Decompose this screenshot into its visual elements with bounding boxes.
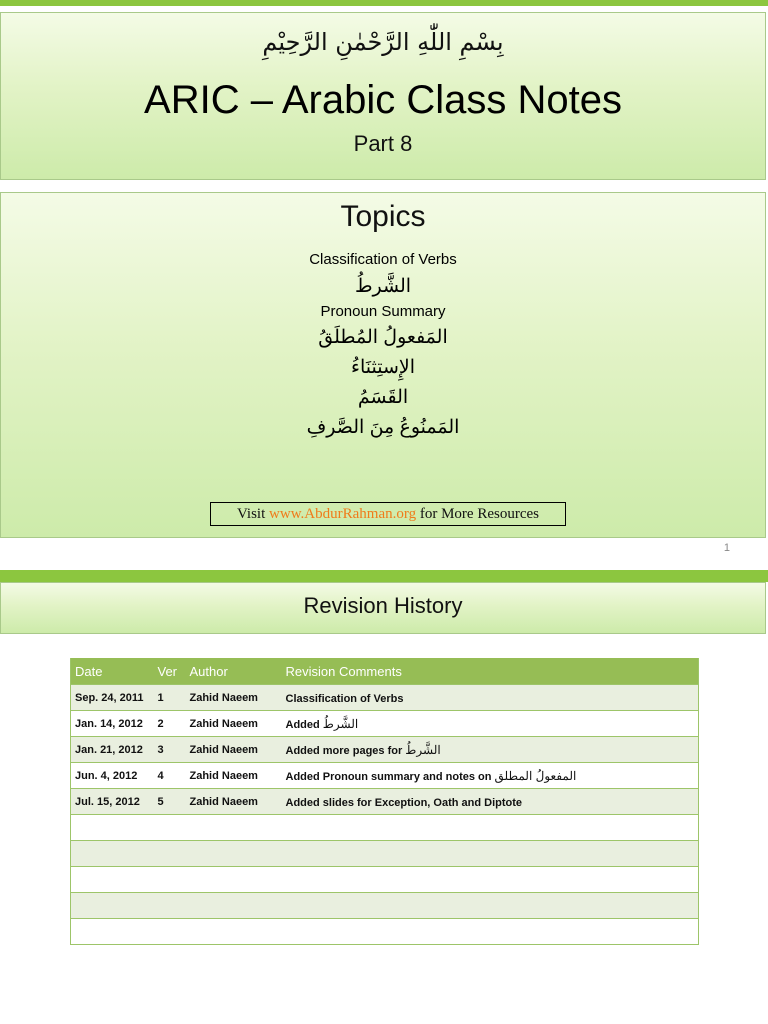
table-row bbox=[71, 867, 699, 893]
cell-version: 5 bbox=[154, 789, 186, 815]
cell-comment bbox=[282, 841, 699, 867]
topic-item: المَمنُوعُ مِنَ الصَّرفِ bbox=[306, 417, 460, 438]
revision-heading: Revision History bbox=[303, 593, 463, 618]
topic-item: المَفعولُ المُطلَقُ bbox=[318, 327, 448, 348]
cell-author: Zahid Naeem bbox=[186, 737, 282, 763]
visit-banner bbox=[210, 502, 566, 526]
topic-item: القَسَمُ bbox=[357, 387, 409, 408]
comment-text: Added Pronoun summary and notes on bbox=[285, 770, 495, 783]
cell-author: Zahid Naeem bbox=[186, 685, 282, 711]
column-header-ver: Ver bbox=[154, 658, 186, 685]
cell-version bbox=[154, 893, 186, 919]
comment-arabic-text: الشَّرطُ bbox=[405, 742, 441, 757]
cell-version bbox=[154, 867, 186, 893]
cell-author bbox=[186, 893, 282, 919]
comment-arabic-text: الشَّرطُ bbox=[322, 716, 359, 731]
cell-comment bbox=[282, 919, 699, 945]
comment-text: Added more pages for bbox=[285, 744, 406, 757]
topic-item: الإِستِثنَاءُ bbox=[351, 357, 415, 378]
cell-date: Jan. 21, 2012 bbox=[71, 737, 154, 763]
column-header-comments: Revision Comments bbox=[282, 658, 699, 685]
document-title: ARIC – Arabic Class Notes bbox=[144, 78, 622, 122]
table-row bbox=[71, 737, 699, 763]
cell-comment bbox=[282, 815, 699, 841]
cell-version bbox=[154, 841, 186, 867]
table-row bbox=[71, 711, 699, 737]
cell-comment bbox=[282, 789, 699, 815]
visit-prefix: Visit bbox=[237, 506, 270, 522]
cell-comment bbox=[282, 685, 699, 711]
comment-arabic-text: المفعولُ المطلق bbox=[494, 768, 577, 783]
table-row bbox=[71, 815, 699, 841]
table-row bbox=[71, 841, 699, 867]
cell-comment bbox=[282, 763, 699, 789]
section-accent-bar bbox=[0, 570, 768, 582]
cell-version: 1 bbox=[154, 685, 186, 711]
cell-date bbox=[71, 867, 154, 893]
topic-item: Classification of Verbs bbox=[309, 251, 457, 268]
cell-author bbox=[186, 919, 282, 945]
table-row bbox=[71, 789, 699, 815]
table-row bbox=[71, 685, 699, 711]
table-header-row bbox=[71, 658, 699, 685]
cell-version bbox=[154, 919, 186, 945]
top-accent-bar bbox=[0, 0, 768, 6]
cell-version: 3 bbox=[154, 737, 186, 763]
cell-author: Zahid Naeem bbox=[186, 711, 282, 737]
column-header-date: Date bbox=[71, 658, 154, 685]
bismillah-text: بِسْمِ اللّٰهِ الرَّحْمٰنِ الرَّحِيْمِ bbox=[262, 28, 504, 56]
cell-date bbox=[71, 893, 154, 919]
cell-date bbox=[71, 815, 154, 841]
cell-date bbox=[71, 919, 154, 945]
page-number: 1 bbox=[723, 542, 730, 554]
cell-author: Zahid Naeem bbox=[186, 763, 282, 789]
cell-version: 2 bbox=[154, 711, 186, 737]
cell-date: Jan. 14, 2012 bbox=[71, 711, 154, 737]
column-header-author: Author bbox=[186, 658, 282, 685]
comment-text: Added bbox=[285, 718, 323, 731]
comment-text: Classification of Verbs bbox=[285, 692, 404, 705]
cell-author: Zahid Naeem bbox=[186, 789, 282, 815]
cell-comment bbox=[282, 867, 699, 893]
topic-item: الشَّرطُ bbox=[354, 276, 412, 297]
cell-author bbox=[186, 841, 282, 867]
cell-comment bbox=[282, 711, 699, 737]
cell-author bbox=[186, 815, 282, 841]
cell-date bbox=[71, 841, 154, 867]
table-row bbox=[71, 763, 699, 789]
revision-table bbox=[70, 658, 699, 945]
cell-version: 4 bbox=[154, 763, 186, 789]
cell-author bbox=[186, 867, 282, 893]
document-subtitle: Part 8 bbox=[353, 131, 413, 156]
cell-date: Jun. 4, 2012 bbox=[71, 763, 154, 789]
website-link[interactable]: www.AbdurRahman.org bbox=[269, 506, 417, 522]
cell-version bbox=[154, 815, 186, 841]
cell-comment bbox=[282, 737, 699, 763]
topic-item: Pronoun Summary bbox=[320, 303, 446, 320]
cell-comment bbox=[282, 893, 699, 919]
visit-suffix: for More Resources bbox=[416, 506, 539, 522]
table-row bbox=[71, 893, 699, 919]
cell-date: Jul. 15, 2012 bbox=[71, 789, 154, 815]
topics-heading: Topics bbox=[340, 200, 426, 233]
table-row bbox=[71, 919, 699, 945]
cell-date: Sep. 24, 2011 bbox=[71, 685, 154, 711]
comment-text: Added slides for Exception, Oath and Diptote bbox=[285, 796, 523, 809]
